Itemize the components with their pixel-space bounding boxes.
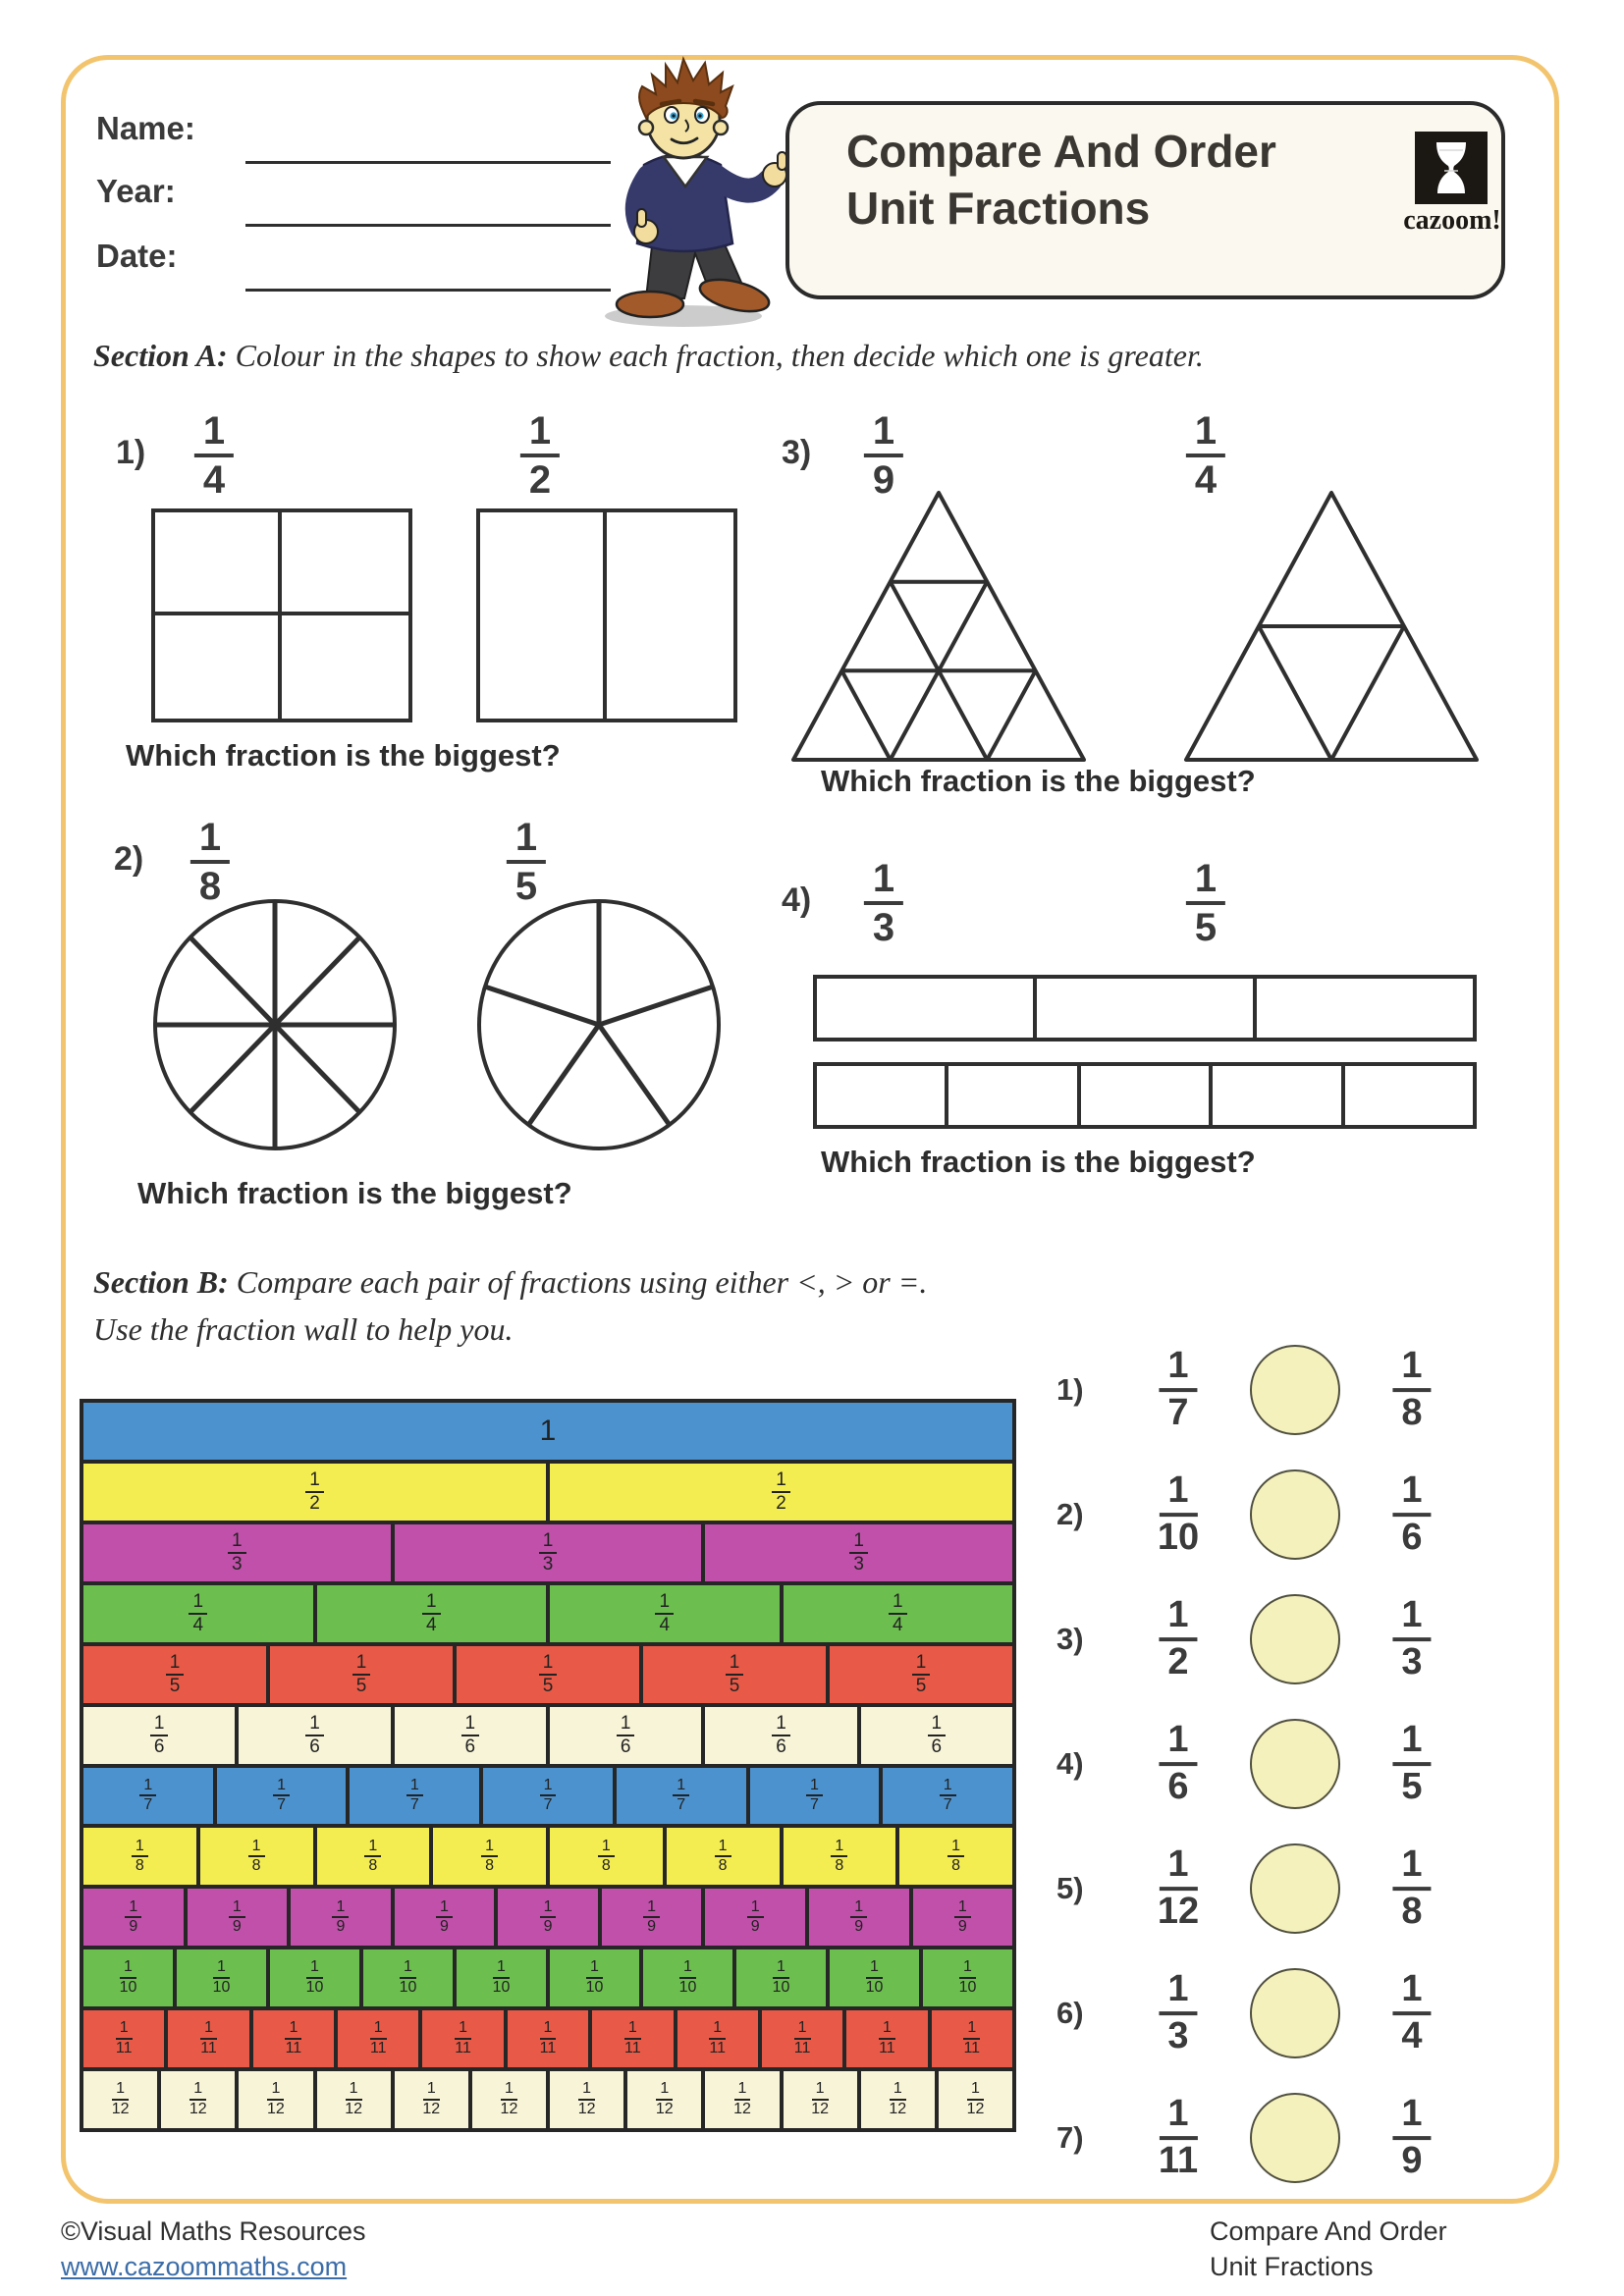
wall-fraction-label: 1 7 (540, 1778, 557, 1815)
wall-fraction-label: 1 6 (928, 1714, 947, 1757)
fifth-cell[interactable] (1081, 1066, 1213, 1125)
wall-fraction-label: 1 11 (285, 2019, 302, 2057)
fraction-wall-row (83, 1768, 1012, 1829)
fraction-wall-cell (239, 2071, 316, 2128)
wall-fraction-label: 1 12 (889, 2080, 907, 2118)
fraction-wall-cell (830, 1949, 923, 2006)
wall-fraction-label: 1 10 (772, 1958, 790, 1997)
compare-right-fraction: $\frac{1}{8}$ (1392, 1347, 1431, 1433)
problem-3-right-fraction: $\frac{1}{4}$ (1186, 410, 1225, 501)
year-field-label: Year: (96, 173, 176, 209)
answer-circle[interactable] (1250, 1968, 1340, 2058)
fraction-wall-cell (83, 1464, 550, 1521)
problem-2-question: Which fraction is the biggest? (137, 1176, 572, 1210)
fraction-wall-cell (550, 1828, 667, 1885)
problem-1-right-fraction: $\frac{1}{2}$ (520, 410, 560, 501)
wall-fraction-label: 1 11 (879, 2019, 895, 2057)
wall-fraction-label: 1 7 (806, 1778, 823, 1815)
fraction-wall-cell (736, 1949, 830, 2006)
wall-fraction-label: 1 12 (345, 2080, 362, 2118)
fraction-wall-row (83, 1707, 1012, 1768)
fraction-wall-cell (395, 2071, 472, 2128)
fraction-wall-cell (188, 1889, 292, 1946)
quarters-triangle[interactable] (1176, 483, 1487, 770)
wall-fraction-label: 1 9 (850, 1899, 867, 1937)
year-write-line[interactable] (245, 224, 611, 227)
fifth-cell[interactable] (1345, 1066, 1473, 1125)
wall-fraction-label: 1 11 (624, 2019, 641, 2057)
compare-right-fraction: $\frac{1}{5}$ (1392, 1721, 1431, 1807)
wall-fraction-label: 1 8 (598, 1839, 615, 1876)
wall-fraction-label: 1 11 (200, 2019, 217, 2057)
fraction-wall-cell (750, 1768, 884, 1825)
wall-fraction-label: 1 8 (947, 1839, 964, 1876)
fraction-wall-cell (861, 1707, 1012, 1764)
wall-fraction-label: 1 6 (617, 1714, 635, 1757)
name-field-label: Name: (96, 110, 195, 146)
answer-circle[interactable] (1250, 1345, 1340, 1435)
compare-left-fraction: $\frac{1}{3}$ (1159, 1970, 1197, 2056)
wall-fraction-label: 1 10 (585, 1958, 604, 1997)
fraction-wall-cell (913, 1889, 1013, 1946)
section-b-label: Section B: (93, 1264, 229, 1300)
wall-fraction-label: 1 6 (772, 1714, 790, 1757)
fraction-wall-cell (705, 2071, 783, 2128)
ninths-triangle[interactable] (784, 483, 1094, 770)
wall-fraction-label: 1 7 (273, 1778, 290, 1815)
wall-fraction-label: 1 9 (332, 1899, 349, 1937)
wall-fraction-label: 1 10 (492, 1958, 511, 1997)
quarter-cell[interactable] (282, 512, 408, 615)
wall-whole-label: 1 (539, 1414, 557, 1447)
wall-fraction-label: 1 6 (305, 1714, 324, 1757)
wall-fraction-label: 1 3 (228, 1531, 246, 1575)
section-b-instruction-line1: Compare each pair of fractions using either <, > or =. (236, 1264, 928, 1300)
compare-problem-row (1047, 1585, 1518, 1693)
wall-fraction-label: 1 5 (726, 1653, 744, 1696)
footer-website-link[interactable]: www.cazoommaths.com (61, 2252, 348, 2281)
fraction-wall-cell (667, 1828, 784, 1885)
compare-problem-row (1047, 1959, 1518, 2067)
wall-fraction-label: 1 12 (111, 2080, 130, 2118)
fifths-bar[interactable] (813, 1062, 1477, 1129)
fraction-wall-cell (705, 1889, 809, 1946)
compare-left-fraction: $\frac{1}{10}$ (1157, 1469, 1200, 1558)
wall-fraction-label: 1 10 (305, 1958, 324, 1997)
footer-doc-title-line1: Compare And Order (1210, 2216, 1447, 2246)
wall-fraction-label: 1 12 (577, 2080, 596, 2118)
fraction-wall-row (83, 1464, 1012, 1524)
fraction-wall-cell (846, 2010, 931, 2067)
fraction-wall-cell (168, 2010, 252, 2067)
date-field-label: Date: (96, 238, 178, 274)
wall-fraction-label: 1 9 (747, 1899, 764, 1937)
wall-fraction-label: 1 4 (189, 1592, 207, 1635)
wall-fraction-label: 1 12 (966, 2080, 985, 2118)
problem-4-left-fraction: $\frac{1}{3}$ (864, 858, 903, 948)
problem-4-right-fraction: $\frac{1}{5}$ (1186, 858, 1225, 948)
fraction-wall-cell (338, 2010, 422, 2067)
fraction-wall-cell (83, 1524, 395, 1581)
compare-problem-number: 5) (1056, 1871, 1084, 1905)
wall-fraction-label: 1 7 (940, 1778, 956, 1815)
answer-circle[interactable] (1250, 1719, 1340, 1809)
compare-problem-number: 3) (1056, 1622, 1084, 1656)
cazoom-logo-text: cazoom! (1403, 205, 1501, 236)
fraction-wall-row (83, 1949, 1012, 2010)
compare-right-fraction: $\frac{1}{3}$ (1392, 1596, 1431, 1682)
fraction-wall-cell (83, 1889, 188, 1946)
fraction-wall-cell (550, 1464, 1012, 1521)
wall-fraction-label: 1 11 (793, 2019, 811, 2057)
fraction-wall-cell (239, 1707, 394, 1764)
wall-fraction-label: 1 8 (132, 1839, 148, 1876)
fraction-wall-cell (395, 1889, 499, 1946)
compare-left-fraction: $\frac{1}{6}$ (1159, 1721, 1197, 1807)
fraction-wall-cell (550, 1949, 643, 2006)
fraction-wall-cell (83, 1768, 217, 1825)
fraction-wall-cell (83, 1585, 317, 1642)
fraction-wall-cell (177, 1949, 270, 2006)
fraction-wall-cell (939, 2071, 1012, 2128)
footer-copyright: ©Visual Maths Resources (61, 2216, 366, 2246)
wall-fraction-label: 1 12 (422, 2080, 441, 2118)
compare-right-fraction: $\frac{1}{8}$ (1392, 1845, 1431, 1932)
problem-2-right-fraction: $\frac{1}{5}$ (507, 817, 546, 907)
section-b-instruction-line2: Use the fraction wall to help you. (93, 1311, 514, 1347)
halves-rectangle[interactable] (476, 508, 737, 722)
fraction-wall-cell (617, 1768, 750, 1825)
wall-fraction-label: 1 9 (229, 1899, 245, 1937)
name-write-line[interactable] (245, 161, 611, 164)
problem-4-question: Which fraction is the biggest? (821, 1145, 1256, 1179)
wall-fraction-label: 1 4 (889, 1592, 907, 1635)
fraction-wall-cell (483, 1768, 617, 1825)
fraction-wall-cell (422, 2010, 507, 2067)
problem-2-label: 2) (114, 840, 144, 878)
wall-fraction-label: 1 12 (655, 2080, 674, 2118)
fraction-wall-cell (83, 2071, 161, 2128)
fraction-wall-cell (457, 1646, 643, 1703)
third-cell[interactable] (817, 979, 1037, 1038)
compare-problem-number: 6) (1056, 1996, 1084, 2030)
fraction-wall-cell (363, 1949, 457, 2006)
wall-fraction-label: 1 11 (369, 2019, 387, 2057)
wall-fraction-label: 1 12 (267, 2080, 285, 2118)
fraction-wall-row (83, 2010, 1012, 2071)
fraction-wall-cell (627, 2071, 705, 2128)
section-a-instruction: Colour in the shapes to show each fraction, then decide which one is greater. (235, 338, 1204, 373)
half-cell[interactable] (607, 512, 733, 719)
fraction-wall-cell (923, 1949, 1012, 2006)
fraction-wall-row (83, 1828, 1012, 1889)
fraction-wall-cell (457, 1949, 550, 2006)
problem-1-question: Which fraction is the biggest? (126, 738, 561, 773)
fraction-wall-row (83, 1524, 1012, 1585)
fraction-wall-cell (602, 1889, 706, 1946)
fraction-wall-cell (861, 2071, 939, 2128)
compare-right-fraction: $\frac{1}{4}$ (1392, 1970, 1431, 2056)
wall-fraction-label: 1 12 (500, 2080, 518, 2118)
wall-fraction-label: 1 12 (189, 2080, 207, 2118)
section-a-heading (93, 338, 1204, 374)
wall-fraction-label: 1 3 (849, 1531, 868, 1575)
compare-left-fraction: $\frac{1}{12}$ (1157, 1843, 1200, 1932)
problem-3-question: Which fraction is the biggest? (821, 764, 1256, 798)
compare-problem-number: 1) (1056, 1372, 1084, 1407)
wall-fraction-label: 1 10 (865, 1958, 884, 1997)
drum-icon (1415, 132, 1488, 204)
fraction-wall-cell (643, 1646, 830, 1703)
wall-fraction-label: 1 7 (139, 1778, 156, 1815)
fraction-wall-cell (830, 1646, 1012, 1703)
section-b-heading (93, 1264, 927, 1301)
fraction-wall (80, 1399, 1016, 2132)
answer-circle[interactable] (1250, 1594, 1340, 1684)
fraction-wall-cell (550, 2071, 627, 2128)
wall-fraction-label: 1 10 (678, 1958, 697, 1997)
wall-fraction-label: 1 2 (772, 1470, 790, 1514)
wall-fraction-label: 1 7 (406, 1778, 423, 1815)
problem-3-label: 3) (782, 434, 812, 471)
fraction-wall-row (83, 2071, 1012, 2128)
compare-problem-number: 7) (1056, 2120, 1084, 2155)
wall-fraction-label: 1 11 (455, 2019, 471, 2057)
compare-right-fraction: $\frac{1}{9}$ (1392, 2095, 1431, 2181)
fraction-wall-cell (643, 1949, 736, 2006)
compare-problem-number: 2) (1056, 1497, 1084, 1531)
fraction-wall-cell (317, 1828, 434, 1885)
fraction-wall-row (83, 1403, 1012, 1464)
problem-3-left-fraction: $\frac{1}{9}$ (864, 410, 903, 501)
wall-fraction-label: 1 6 (461, 1714, 480, 1757)
wall-fraction-label: 1 10 (212, 1958, 231, 1997)
fraction-wall-cell (809, 1889, 913, 1946)
fraction-wall-cell (433, 1828, 550, 1885)
wall-fraction-label: 1 12 (733, 2080, 751, 2118)
fifth-cell[interactable] (817, 1066, 948, 1125)
wall-fraction-label: 1 4 (655, 1592, 674, 1635)
fraction-wall-row (83, 1646, 1012, 1707)
fraction-wall-row (83, 1889, 1012, 1949)
fraction-wall-cell (472, 2071, 550, 2128)
fraction-wall-cell (550, 1707, 705, 1764)
fraction-wall-cell (784, 2071, 861, 2128)
half-cell[interactable] (480, 512, 607, 719)
fraction-wall-cell (270, 1646, 457, 1703)
fraction-wall-cell (83, 1828, 200, 1885)
wall-fraction-label: 1 5 (912, 1653, 931, 1696)
wall-fraction-label: 1 3 (539, 1531, 558, 1575)
wall-fraction-label: 1 5 (539, 1653, 558, 1696)
date-write-line[interactable] (245, 289, 611, 292)
fraction-wall-cell (550, 1585, 784, 1642)
fraction-wall-cell (395, 1524, 706, 1581)
compare-problem-row (1047, 1461, 1518, 1569)
wall-fraction-label: 1 5 (166, 1653, 185, 1696)
wall-fraction-label: 1 11 (963, 2019, 981, 2057)
fraction-wall-cell (350, 1768, 483, 1825)
fraction-wall-cell (395, 1707, 550, 1764)
wall-fraction-label: 1 2 (305, 1470, 324, 1514)
section-a-label: Section A: (93, 338, 228, 373)
fraction-wall-cell (498, 1889, 602, 1946)
compare-problem-row (1047, 1710, 1518, 1818)
fraction-wall-cell (253, 2010, 338, 2067)
problem-1-label: 1) (116, 434, 146, 471)
fraction-wall-cell (899, 1828, 1012, 1885)
quarter-cell[interactable] (282, 615, 408, 719)
third-cell[interactable] (1257, 979, 1473, 1038)
fraction-wall-cell (784, 1828, 900, 1885)
wall-fraction-label: 1 10 (119, 1958, 137, 1997)
wall-fraction-label: 1 7 (673, 1778, 689, 1815)
fraction-wall-cell (217, 1768, 351, 1825)
compare-problem-number: 4) (1056, 1746, 1084, 1781)
compare-right-fraction: $\frac{1}{6}$ (1392, 1471, 1431, 1558)
wall-fraction-label: 1 11 (115, 2019, 133, 2057)
problem-2-left-fraction: $\frac{1}{8}$ (190, 817, 230, 907)
quarter-cell[interactable] (155, 615, 282, 719)
wall-fraction-label: 1 8 (481, 1839, 498, 1876)
compare-left-fraction: $\frac{1}{11}$ (1158, 2093, 1199, 2181)
eighths-circle[interactable] (147, 895, 403, 1154)
fraction-wall-cell (83, 1646, 270, 1703)
wall-fraction-label: 1 9 (540, 1899, 557, 1937)
fraction-wall-cell (200, 1828, 317, 1885)
fraction-wall-cell (270, 1949, 363, 2006)
wall-fraction-label: 1 5 (352, 1653, 371, 1696)
fraction-wall-cell (705, 1707, 860, 1764)
worksheet-title-line2: Unit Fractions (846, 183, 1151, 234)
fraction-wall-cell (592, 2010, 677, 2067)
fraction-wall-cell (508, 2010, 592, 2067)
compare-problem-row (1047, 1336, 1518, 1444)
fraction-wall-cell (83, 1707, 239, 1764)
third-cell[interactable] (1037, 979, 1257, 1038)
fraction-wall-cell (83, 1949, 177, 2006)
footer-doc-title-line2: Unit Fractions (1210, 2252, 1374, 2281)
wall-fraction-label: 1 11 (709, 2019, 726, 2057)
fraction-wall-cell (883, 1768, 1012, 1825)
quarter-cell[interactable] (155, 512, 282, 615)
answer-circle[interactable] (1250, 1469, 1340, 1560)
fraction-wall-cell (291, 1889, 395, 1946)
thirds-bar[interactable] (813, 975, 1477, 1041)
problem-4-label: 4) (782, 881, 812, 919)
problem-1-left-fraction: $\frac{1}{4}$ (194, 410, 234, 501)
compare-left-fraction: $\frac{1}{2}$ (1159, 1596, 1197, 1682)
fraction-wall-cell (161, 2071, 239, 2128)
wall-fraction-label: 1 9 (125, 1899, 141, 1937)
compare-problem-row (1047, 2084, 1518, 2192)
wall-fraction-label: 1 12 (811, 2080, 830, 2118)
wall-fraction-label: 1 9 (954, 1899, 971, 1937)
fifth-cell[interactable] (1213, 1066, 1344, 1125)
wall-fraction-label: 1 8 (248, 1839, 265, 1876)
fifth-cell[interactable] (948, 1066, 1080, 1125)
fraction-wall-cell (784, 1585, 1013, 1642)
wall-fraction-label: 1 10 (958, 1958, 977, 1997)
wall-fraction-label: 1 8 (715, 1839, 731, 1876)
answer-circle[interactable] (1250, 1843, 1340, 1934)
wall-fraction-label: 1 6 (150, 1714, 169, 1757)
title-box (785, 101, 1505, 299)
fraction-wall-cell (677, 2010, 762, 2067)
wall-fraction-label: 1 4 (422, 1592, 441, 1635)
wall-fraction-label: 1 9 (643, 1899, 660, 1937)
fraction-wall-row (83, 1585, 1012, 1646)
answer-circle[interactable] (1250, 2093, 1340, 2183)
wall-fraction-label: 1 8 (364, 1839, 381, 1876)
wall-fraction-label: 1 10 (399, 1958, 417, 1997)
fifths-circle[interactable] (471, 895, 727, 1154)
wall-fraction-label: 1 8 (831, 1839, 847, 1876)
compare-problem-row (1047, 1835, 1518, 1943)
compare-left-fraction: $\frac{1}{7}$ (1159, 1347, 1197, 1433)
wall-fraction-label: 1 11 (539, 2019, 557, 2057)
fraction-wall-cell (705, 1524, 1012, 1581)
fraction-wall-cell (762, 2010, 846, 2067)
quarters-rectangle[interactable] (151, 508, 412, 722)
wall-fraction-label: 1 9 (436, 1899, 453, 1937)
fraction-wall-cell (83, 2010, 168, 2067)
fraction-wall-cell (83, 1403, 1012, 1460)
fraction-wall-cell (317, 2071, 395, 2128)
fraction-wall-cell (317, 1585, 551, 1642)
fraction-wall-cell (932, 2010, 1012, 2067)
worksheet-title-line1: Compare And Order (846, 126, 1276, 177)
